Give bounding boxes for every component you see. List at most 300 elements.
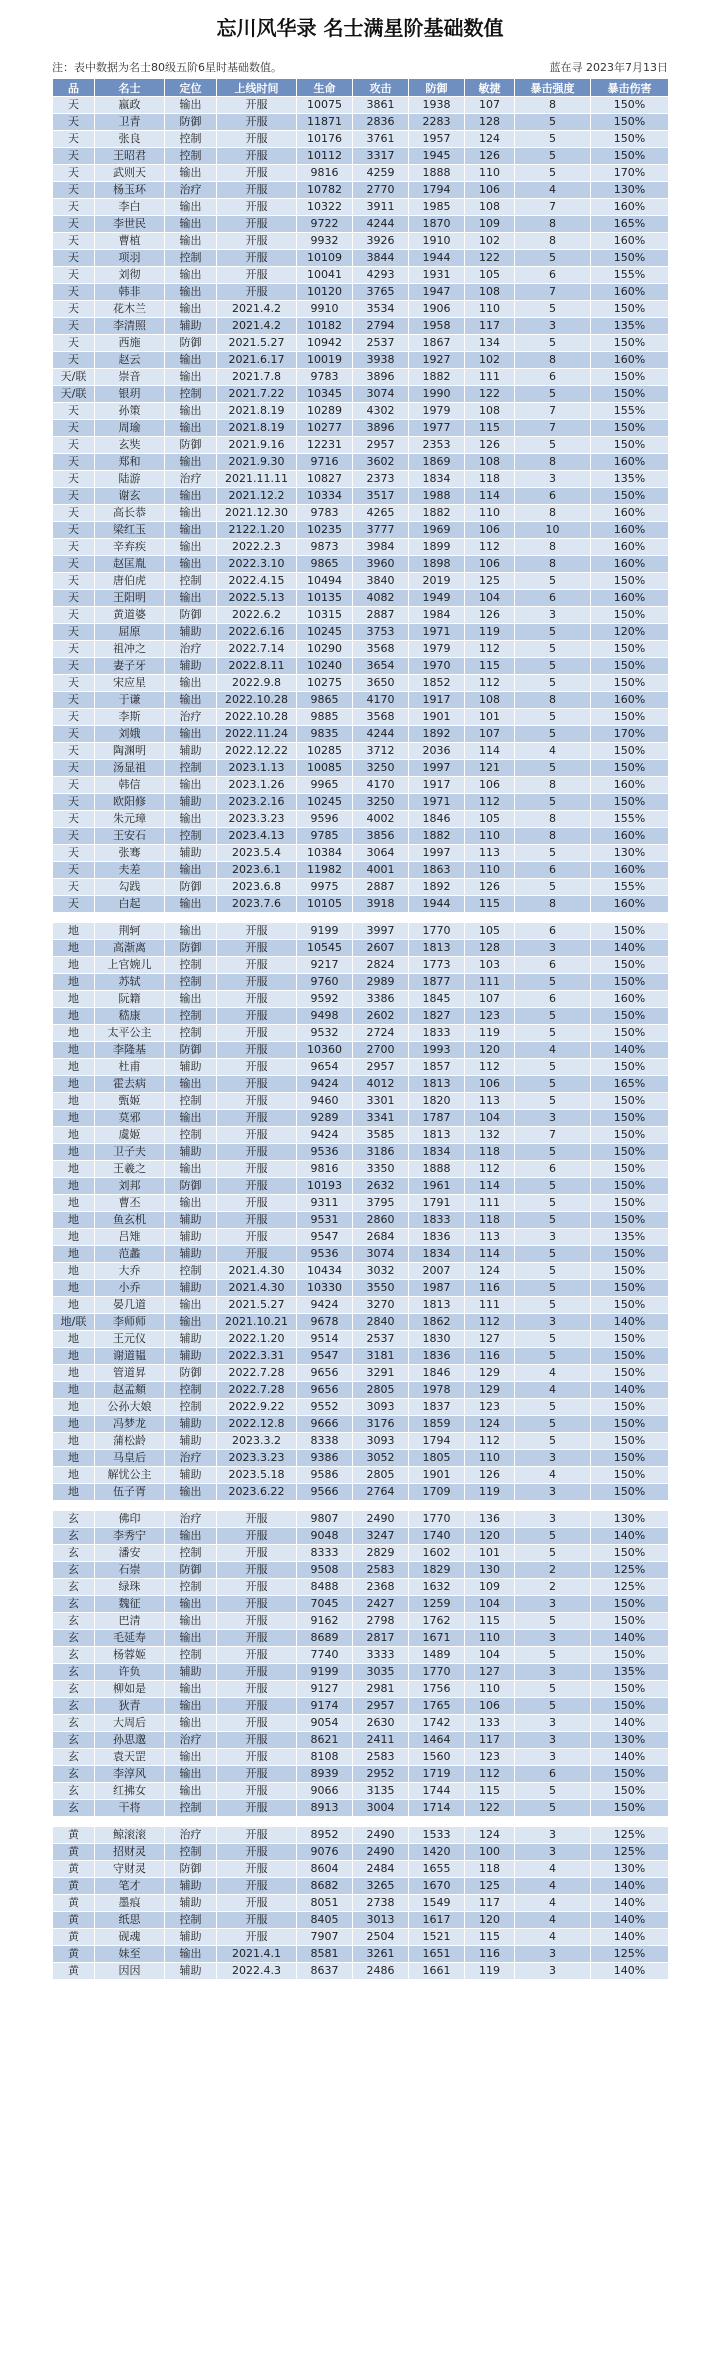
table-cell: 1617 (409, 1912, 465, 1929)
table-cell: 6 (515, 1766, 591, 1783)
table-cell: 天 (53, 454, 95, 471)
table-cell: 天 (53, 692, 95, 709)
table-cell: 1756 (409, 1681, 465, 1698)
table-cell: 3650 (353, 675, 409, 692)
table-row (53, 1297, 669, 1314)
table-cell: 150% (591, 607, 669, 624)
table-cell: 123 (465, 1008, 515, 1025)
table-cell: 9816 (297, 165, 353, 182)
table-cell: 10085 (297, 760, 353, 777)
table-cell: 9760 (297, 974, 353, 991)
table-cell: 2583 (353, 1749, 409, 1766)
table-cell: 10120 (297, 284, 353, 301)
table-cell: 119 (465, 1963, 515, 1980)
table-cell: 150% (591, 1467, 669, 1484)
table-row (53, 641, 669, 658)
table-cell: 135% (591, 1664, 669, 1681)
table-cell: 玄 (53, 1613, 95, 1630)
table-cell: 115 (465, 1783, 515, 1800)
table-cell: 1931 (409, 267, 465, 284)
table-cell: 106 (465, 522, 515, 539)
table-cell: 玄 (53, 1749, 95, 1766)
table-cell: 8604 (297, 1861, 353, 1878)
table-cell: 5 (515, 1280, 591, 1297)
table-cell: 5 (515, 1528, 591, 1545)
table-cell: 5 (515, 1399, 591, 1416)
table-cell: 3265 (353, 1878, 409, 1895)
table-row (53, 675, 669, 692)
table-cell: 5 (515, 1647, 591, 1664)
table-row (53, 131, 669, 148)
table-cell: 1521 (409, 1929, 465, 1946)
table-cell: 玄 (53, 1783, 95, 1800)
table-cell: 4302 (353, 403, 409, 420)
table-cell: 3301 (353, 1093, 409, 1110)
table-cell: 3 (515, 471, 591, 488)
table-cell: 2022.6.2 (217, 607, 297, 624)
table-cell: 2022.1.20 (217, 1331, 297, 1348)
table-cell: 1938 (409, 97, 465, 114)
table-cell: 天 (53, 573, 95, 590)
table-cell: 输出 (165, 1715, 217, 1732)
header-cell: 品 (53, 79, 95, 97)
table-cell: 2023.5.4 (217, 845, 297, 862)
table-cell: 2504 (353, 1929, 409, 1946)
table-row (53, 1042, 669, 1059)
table-cell: 地 (53, 957, 95, 974)
table-cell: 160% (591, 505, 669, 522)
table-cell: 1971 (409, 794, 465, 811)
table-cell: 9783 (297, 505, 353, 522)
table-cell: 1888 (409, 165, 465, 182)
table-cell: 1988 (409, 488, 465, 505)
table-cell: 开服 (217, 1093, 297, 1110)
table-cell: 125% (591, 1844, 669, 1861)
table-cell: 公孙大娘 (95, 1399, 165, 1416)
table-cell: 8 (515, 556, 591, 573)
table-cell: 5 (515, 1331, 591, 1348)
table-cell: 7907 (297, 1929, 353, 1946)
table-cell: 4002 (353, 811, 409, 828)
table-cell: 1830 (409, 1331, 465, 1348)
table-cell: 1857 (409, 1059, 465, 1076)
table-cell: 5 (515, 675, 591, 692)
table-cell: 2957 (353, 437, 409, 454)
table-cell: 2021.5.27 (217, 1297, 297, 1314)
table-cell: 陆游 (95, 471, 165, 488)
table-cell: 输出 (165, 862, 217, 879)
table-cell: 太平公主 (95, 1025, 165, 1042)
table-cell: 开服 (217, 1715, 297, 1732)
table-cell: 开服 (217, 216, 297, 233)
table-cell: 140% (591, 1715, 669, 1732)
table-cell: 输出 (165, 165, 217, 182)
table-cell: 1977 (409, 420, 465, 437)
table-cell: 2632 (353, 1178, 409, 1195)
table-cell: 9547 (297, 1229, 353, 1246)
table-cell: 2021.4.2 (217, 301, 297, 318)
table-cell: 150% (591, 1783, 669, 1800)
table-cell: 109 (465, 1579, 515, 1596)
table-cell: 5 (515, 437, 591, 454)
table-cell: 126 (465, 879, 515, 896)
table-cell: 玄 (53, 1630, 95, 1647)
table-cell: 140% (591, 1314, 669, 1331)
table-row (53, 539, 669, 556)
table-cell: 1961 (409, 1178, 465, 1195)
table-cell: 开服 (217, 1664, 297, 1681)
table-cell: 天 (53, 743, 95, 760)
table-cell: 100 (465, 1844, 515, 1861)
table-cell: 9785 (297, 828, 353, 845)
table-cell: 玄 (53, 1528, 95, 1545)
table-cell: 8 (515, 216, 591, 233)
table-cell: 4 (515, 1365, 591, 1382)
table-cell: 1671 (409, 1630, 465, 1647)
table-cell: 1901 (409, 709, 465, 726)
table-cell: 2981 (353, 1681, 409, 1698)
table-cell: 8405 (297, 1912, 353, 1929)
table-cell: 干将 (95, 1800, 165, 1817)
table-row (53, 709, 669, 726)
table-cell: 1917 (409, 777, 465, 794)
table-cell: 1957 (409, 131, 465, 148)
table-cell: 1770 (409, 1511, 465, 1528)
table-row (53, 573, 669, 590)
table-cell: 111 (465, 1195, 515, 1212)
table-cell: 5 (515, 1800, 591, 1817)
table-cell: 地 (53, 1382, 95, 1399)
table-cell: 5 (515, 1178, 591, 1195)
table-cell: 玄 (53, 1596, 95, 1613)
table-cell: 开服 (217, 182, 297, 199)
table-cell: 1859 (409, 1416, 465, 1433)
table-cell: 毛延寿 (95, 1630, 165, 1647)
table-cell: 1533 (409, 1827, 465, 1844)
table-cell: 地 (53, 1110, 95, 1127)
table-cell: 输出 (165, 1783, 217, 1800)
table-cell: 1794 (409, 1433, 465, 1450)
table-cell: 天 (53, 556, 95, 573)
table-row (53, 862, 669, 879)
table-cell: 104 (465, 1596, 515, 1613)
table-row (53, 369, 669, 386)
table-cell: 1420 (409, 1844, 465, 1861)
table-row (53, 1229, 669, 1246)
table-cell: 150% (591, 1348, 669, 1365)
table-cell: 天 (53, 709, 95, 726)
table-cell: 因因 (95, 1963, 165, 1980)
table-cell: 控制 (165, 1263, 217, 1280)
table-cell: 杜甫 (95, 1059, 165, 1076)
table-cell: 2957 (353, 1698, 409, 1715)
table-cell: 招财灵 (95, 1844, 165, 1861)
table-cell: 天 (53, 352, 95, 369)
table-cell: 防御 (165, 1042, 217, 1059)
table-cell: 2537 (353, 335, 409, 352)
table-cell: 勾践 (95, 879, 165, 896)
table-cell: 谢玄 (95, 488, 165, 505)
table-cell: 3 (515, 1844, 591, 1861)
table-cell: 控制 (165, 250, 217, 267)
table-cell: 2021.4.30 (217, 1280, 297, 1297)
table-cell: 开服 (217, 1766, 297, 1783)
table-cell: 控制 (165, 1093, 217, 1110)
table-cell: 10135 (297, 590, 353, 607)
table-cell: 7 (515, 420, 591, 437)
table-cell: 9424 (297, 1297, 353, 1314)
table-cell: 1969 (409, 522, 465, 539)
table-cell: 狄青 (95, 1698, 165, 1715)
table-cell: 2805 (353, 1467, 409, 1484)
table-cell: 输出 (165, 923, 217, 940)
table-cell: 辅助 (165, 1246, 217, 1263)
table-cell: 甄姬 (95, 1093, 165, 1110)
table-cell: 天 (53, 318, 95, 335)
table-cell: 9722 (297, 216, 353, 233)
table-cell: 2022.6.16 (217, 624, 297, 641)
table-cell: 10330 (297, 1280, 353, 1297)
table-cell: 1846 (409, 1365, 465, 1382)
table-cell: 1489 (409, 1647, 465, 1664)
table-cell: 1949 (409, 590, 465, 607)
table-cell: 170% (591, 165, 669, 182)
table-cell: 150% (591, 743, 669, 760)
table-cell: 9498 (297, 1008, 353, 1025)
table-cell: 输出 (165, 1946, 217, 1963)
table-cell: 106 (465, 1076, 515, 1093)
table-cell: 9656 (297, 1365, 353, 1382)
table-cell: 4 (515, 1912, 591, 1929)
table-cell: 108 (465, 199, 515, 216)
table-cell: 输出 (165, 1076, 217, 1093)
table-cell: 控制 (165, 1399, 217, 1416)
table-cell: 开服 (217, 1110, 297, 1127)
table-cell: 114 (465, 743, 515, 760)
table-cell: 3 (515, 1511, 591, 1528)
table-cell: 1813 (409, 940, 465, 957)
table-cell: 地 (53, 923, 95, 940)
table-row (53, 1630, 669, 1647)
table-row (53, 284, 669, 301)
table-cell: 控制 (165, 760, 217, 777)
table-cell: 曹植 (95, 233, 165, 250)
table-cell: 辅助 (165, 624, 217, 641)
table-cell: 3 (515, 1963, 591, 1980)
table-cell: 5 (515, 1263, 591, 1280)
table-cell: 110 (465, 1450, 515, 1467)
table-cell: 120% (591, 624, 669, 641)
table-cell: 4 (515, 1467, 591, 1484)
table-cell: 范蠡 (95, 1246, 165, 1263)
table-cell: 荆轲 (95, 923, 165, 940)
table-cell: 6 (515, 267, 591, 284)
table-cell: 130% (591, 1511, 669, 1528)
table-cell: 135% (591, 1229, 669, 1246)
table-cell: 150% (591, 1144, 669, 1161)
table-cell: 马皇后 (95, 1450, 165, 1467)
table-cell: 5 (515, 573, 591, 590)
table-cell: 阮籍 (95, 991, 165, 1008)
table-cell: 150% (591, 1647, 669, 1664)
table-cell: 1259 (409, 1596, 465, 1613)
table-row (53, 1827, 669, 1844)
table-cell: 124 (465, 1827, 515, 1844)
table-cell: 9547 (297, 1348, 353, 1365)
table-cell: 8051 (297, 1895, 353, 1912)
table-cell: 黄 (53, 1946, 95, 1963)
table-cell: 地 (53, 1365, 95, 1382)
table-cell: 天 (53, 437, 95, 454)
table-cell: 天 (53, 794, 95, 811)
table-cell: 小乔 (95, 1280, 165, 1297)
table-cell: 3247 (353, 1528, 409, 1545)
table-cell: 122 (465, 250, 515, 267)
table-cell: 9311 (297, 1195, 353, 1212)
table-cell: 开服 (217, 923, 297, 940)
table-cell: 5 (515, 250, 591, 267)
table-cell: 治疗 (165, 1827, 217, 1844)
table-cell: 李秀宁 (95, 1528, 165, 1545)
table-row (53, 1348, 669, 1365)
table-cell: 绿珠 (95, 1579, 165, 1596)
table-cell: 2023.1.13 (217, 760, 297, 777)
table-cell: 122 (465, 386, 515, 403)
table-cell: 1560 (409, 1749, 465, 1766)
table-row (53, 471, 669, 488)
table-cell: 天 (53, 675, 95, 692)
table-cell: 天 (53, 777, 95, 794)
table-cell: 于谦 (95, 692, 165, 709)
table-cell: 2490 (353, 1827, 409, 1844)
table-cell: 开服 (217, 1127, 297, 1144)
table-cell: 1770 (409, 1664, 465, 1681)
table-cell: 2022.2.3 (217, 539, 297, 556)
table-cell: 9127 (297, 1681, 353, 1698)
table-cell: 刘邦 (95, 1178, 165, 1195)
table-cell: 2798 (353, 1613, 409, 1630)
table-cell: 118 (465, 1144, 515, 1161)
table-cell: 5 (515, 1613, 591, 1630)
table-cell: 4 (515, 743, 591, 760)
table-cell: 9835 (297, 726, 353, 743)
table-cell: 3777 (353, 522, 409, 539)
table-cell: 3074 (353, 386, 409, 403)
table-cell: 2022.4.15 (217, 573, 297, 590)
table-cell: 治疗 (165, 709, 217, 726)
table-cell: 125 (465, 573, 515, 590)
table-cell: 124 (465, 1263, 515, 1280)
table-cell: 9910 (297, 301, 353, 318)
table-row (53, 267, 669, 284)
table-cell: 2022.4.3 (217, 1963, 297, 1980)
table-cell: 玄 (53, 1511, 95, 1528)
table-cell: 崇音 (95, 369, 165, 386)
table-cell: 10782 (297, 182, 353, 199)
table-cell: 3997 (353, 923, 409, 940)
table-cell: 2023.6.1 (217, 862, 297, 879)
table-cell: 开服 (217, 1178, 297, 1195)
table-cell: 126 (465, 1467, 515, 1484)
table-cell: 治疗 (165, 471, 217, 488)
table-cell: 140% (591, 1963, 669, 1980)
table-cell: 开服 (217, 1630, 297, 1647)
table-cell: 5 (515, 1433, 591, 1450)
table-row (53, 1511, 669, 1528)
table-cell: 3013 (353, 1912, 409, 1929)
table-cell: 地 (53, 940, 95, 957)
table-cell: 开服 (217, 1212, 297, 1229)
table-cell: 7 (515, 1127, 591, 1144)
table-row (53, 182, 669, 199)
table-cell: 3186 (353, 1144, 409, 1161)
table-cell: 9885 (297, 709, 353, 726)
table-row (53, 352, 669, 369)
separator-cell (53, 1817, 669, 1827)
table-cell: 赵云 (95, 352, 165, 369)
table-cell: 128 (465, 940, 515, 957)
table-cell: 5 (515, 1698, 591, 1715)
header-cell: 上线时间 (217, 79, 297, 97)
table-cell: 150% (591, 974, 669, 991)
group-separator (53, 1501, 669, 1511)
table-cell: 133 (465, 1715, 515, 1732)
table-cell: 3856 (353, 828, 409, 845)
table-cell: 2411 (353, 1732, 409, 1749)
table-cell: 地 (53, 1246, 95, 1263)
table-cell: 2630 (353, 1715, 409, 1732)
table-cell: 5 (515, 335, 591, 352)
table-cell: 2021.12.30 (217, 505, 297, 522)
table-cell: 输出 (165, 991, 217, 1008)
table-row (53, 1433, 669, 1450)
table-cell: 玄 (53, 1800, 95, 1817)
table-row (53, 301, 669, 318)
table-cell: 输出 (165, 233, 217, 250)
table-cell: 5 (515, 386, 591, 403)
table-cell: 112 (465, 1314, 515, 1331)
table-cell: 3135 (353, 1783, 409, 1800)
table-cell: 杨玉环 (95, 182, 165, 199)
table-cell: 天 (53, 182, 95, 199)
table-cell: 防御 (165, 114, 217, 131)
table-cell: 107 (465, 726, 515, 743)
table-cell: 150% (591, 1008, 669, 1025)
table-cell: 治疗 (165, 1732, 217, 1749)
table-cell: 开服 (217, 1528, 297, 1545)
table-cell: 105 (465, 811, 515, 828)
table-cell: 3317 (353, 148, 409, 165)
table-cell: 玄 (53, 1545, 95, 1562)
table-cell: 李淳风 (95, 1766, 165, 1783)
table-cell: 3181 (353, 1348, 409, 1365)
table-cell: 天 (53, 114, 95, 131)
table-cell: 1836 (409, 1348, 465, 1365)
table-cell: 潘安 (95, 1545, 165, 1562)
table-cell: 王昭君 (95, 148, 165, 165)
table-cell: 2023.3.23 (217, 811, 297, 828)
table-cell: 9807 (297, 1511, 353, 1528)
table-cell: 欧阳修 (95, 794, 165, 811)
table-cell: 10277 (297, 420, 353, 437)
table-cell: 输出 (165, 420, 217, 437)
table-cell: 10285 (297, 743, 353, 760)
table-row (53, 1331, 669, 1348)
table-cell: 6 (515, 957, 591, 974)
table-cell: 2023.7.6 (217, 896, 297, 913)
table-cell: 5 (515, 1212, 591, 1229)
table-cell: 2724 (353, 1025, 409, 1042)
